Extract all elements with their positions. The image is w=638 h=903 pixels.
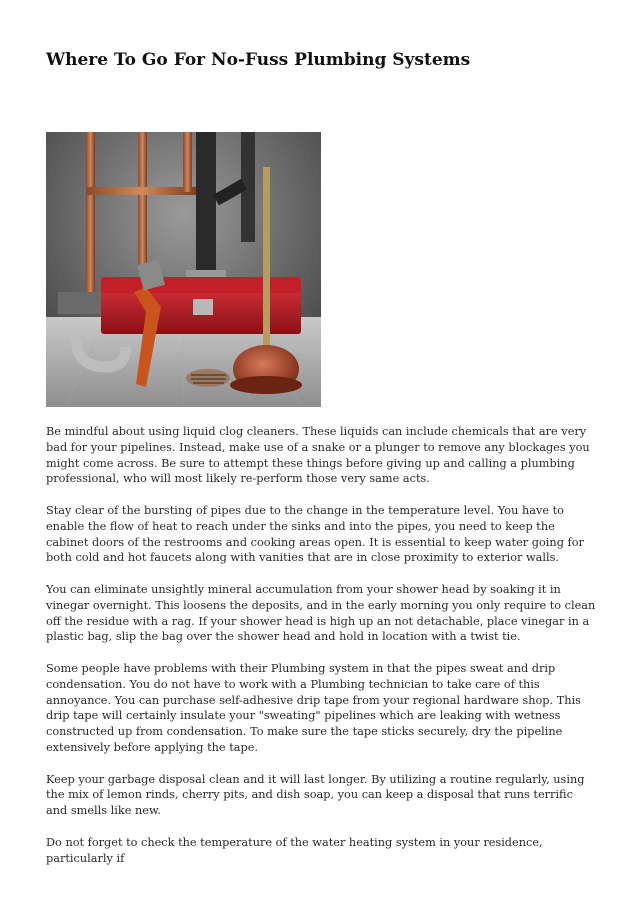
- article-body: [46, 424, 596, 882]
- plumbing-tools-image: [46, 132, 321, 407]
- paragraph: Do not forget to check the temperature of the water heating system in your residence, particularly if: [46, 835, 543, 865]
- page-title: Where To Go For No-Fuss Plumbing Systems: [46, 50, 471, 70]
- paragraph: Some people have problems with their Plumbing system in that the pipes sweat and drip condensation. You do not have to work with a Plumbing technician to take care of this annoyance. You can purchase self-adhesive drip tape from your regional hardware shop. This drip tape will certainly insulate your "sweating" pipelines which are leaking with wetness constructed up from condensation. To make sure the tape sticks securely, dry the pipeline extensively before applying the tape.: [46, 661, 581, 754]
- paragraph: Keep your garbage disposal clean and it will last longer. By utilizing a routine regularly, using the mix of lemon rinds, cherry pits, and dish soap, you can keep a disposal that runs terrific and smells like new.: [46, 772, 585, 818]
- paragraph: Stay clear of the bursting of pipes due to the change in the temperature level. You have to enable the flow of heat to reach under the sinks and into the pipes, you need to keep the cabinet doors of the restrooms and cooking areas open. It is essential to keep water going for both cold and hot faucets along with vanities that are in close proximity to exterior walls.: [46, 503, 584, 565]
- paragraph: Be mindful about using liquid clog cleaners. These liquids can include chemicals that are very bad for your pipelines. Instead, make use of a snake or a plunger to remove any blockages you might come across. Be sure to attempt these things before giving up and calling a plumbing professional, who will most likely re-perform those very same acts.: [46, 425, 590, 486]
- paragraph: You can eliminate unsightly mineral accumulation from your shower head by soaking it in vinegar overnight. This loosens the deposits, and in the early morning you only require to clean off the residue with a rag. If your shower head is high up an not detachable, place vinegar in a plastic bag, slip the bag over the shower head and hold in location with a twist tie.: [46, 582, 596, 644]
